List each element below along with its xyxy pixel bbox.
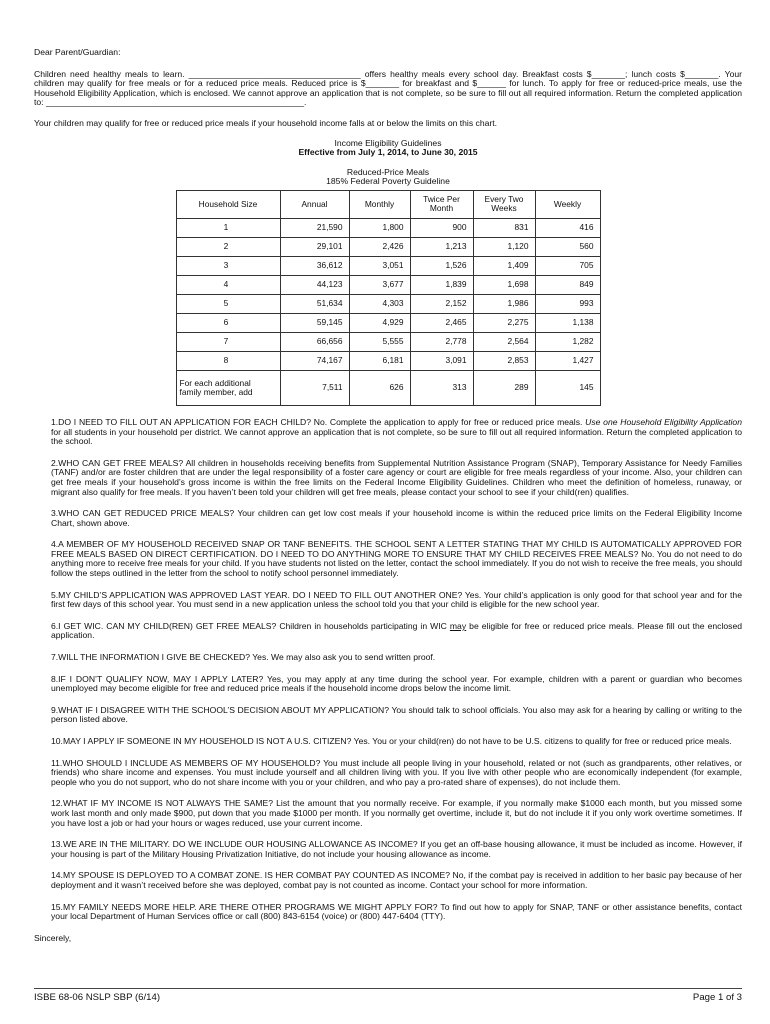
cell-weekly: 705 — [535, 256, 600, 275]
faq-number: 13. — [51, 839, 63, 850]
faq-question: WE ARE IN THE MILITARY. DO WE INCLUDE OUR HOUSING ALLOWANCE AS INCOME? — [62, 839, 418, 850]
faq-number: 10. — [51, 736, 63, 746]
cell-monthly: 3,677 — [349, 275, 410, 294]
faq-number: 7. — [51, 652, 59, 663]
cell-household-size: 2 — [176, 237, 280, 256]
cell-weekly: 145 — [535, 370, 600, 405]
faq-question: MY FAMILY NEEDS MORE HELP. ARE THERE OTHER PROGRAMS WE MIGHT APPLY FOR? — [62, 901, 438, 912]
table-row — [176, 275, 600, 294]
faq-answer: Yes. Your child’s application is only good for that school year and for the first few days of this school year. You must send in a new application unless the school told you that your child is eligible for the new school year. — [51, 589, 742, 610]
cell-monthly: 626 — [349, 370, 410, 405]
cell-monthly: 5,555 — [349, 332, 410, 351]
cell-annual: 66,656 — [280, 332, 349, 351]
faq-number: 11. — [51, 757, 63, 768]
income-lead-text: Your children may qualify for free or reduced price meals if your household income falls at or below the limits on this chart. — [34, 117, 498, 128]
faq-answer-continued: be eligible for free or reduced price meals. Please fill out the enclosed application. — [51, 620, 743, 641]
cell-twice-per-month: 3,091 — [410, 351, 473, 370]
chart-title-block — [34, 139, 742, 158]
cell-every-two-weeks: 831 — [473, 218, 535, 237]
cell-household-size: 4 — [176, 275, 280, 294]
col-header-every-two-weeks: Every Two Weeks — [473, 190, 535, 218]
table-row — [176, 237, 600, 256]
faq-answer: You should talk to school officials. You also may ask for a hearing by calling or writing to the person listed above. — [51, 704, 743, 725]
table-row — [176, 351, 600, 370]
faq-item — [34, 799, 742, 828]
cell-weekly: 1,282 — [535, 332, 600, 351]
table-row — [176, 313, 600, 332]
faq-question: A MEMBER OF MY HOUSEHOLD RECEIVED SNAP OR TANF BENEFITS. THE SCHOOL SENT A LETTER STATING THAT MY CHILD IS AUTOMATICALLY APPROVED FOR FREE MEALS BASED ON DIRECT CERTIFICATION. DO I NEED TO DO ANYTHING MORE TO ENSURE THAT MY CHILD RECEIVES FREE MEALS? — [51, 539, 742, 559]
closing: Sincerely, — [34, 932, 72, 943]
cell-monthly: 2,426 — [349, 237, 410, 256]
faq-answer: If you get an off-base housing allowance, it must be included as income. However, if your housing is part of the Military Housing Privatization Initiative, do not include your housing allowance as income. — [51, 839, 742, 859]
table-row — [176, 256, 600, 275]
faq-answer-underlined: may — [449, 620, 467, 631]
page-footer — [34, 988, 742, 1003]
faq-answer: No. You do not need to do anything more to receive free meals for your child. If you have students not listed on the letter, contact the school immediately. If you do not wish to receive the free meals, you should follow the steps outlined in the letter from the school to notify school personnel immediately. — [51, 548, 742, 579]
faq-item — [34, 759, 742, 788]
faq-number: 5. — [51, 589, 59, 600]
form-id: ISBE 68-06 NSLP SBP (6/14) — [34, 992, 161, 1003]
intro-paragraph: Children need healthy meals to learn. ____________________________________ offers healthy meals every school day. Breakfast costs $_______; lunch costs $_______. Your children may qualify for free meals or for a reduced price meals. Reduced price is $_______ for breakfast and $______ for lunch. To apply for free or reduced-price meals, use the Household Eligibility Application, which is enclosed. We cannot approve an application that is not complete, so be sure to fill out all required information. Return the completed application to: ______________________________________________________. — [34, 68, 742, 108]
faq-answer-italic: Use one Household Eligibility Application — [585, 416, 742, 427]
faq-item — [34, 418, 742, 447]
cell-annual: 74,167 — [280, 351, 349, 370]
cell-household-size: 6 — [176, 313, 280, 332]
cell-every-two-weeks: 1,409 — [473, 256, 535, 275]
table-header-row — [176, 190, 600, 218]
faq-answer-continued: for all students in your household per district. We cannot approve an application that is not complete, so be sure to fill out all required information. Return the completed application to the school. — [51, 426, 742, 447]
greeting: Dear Parent/Guardian: — [34, 47, 121, 57]
table-row — [176, 370, 600, 405]
cell-annual: 21,590 — [280, 218, 349, 237]
cell-twice-per-month: 2,465 — [410, 313, 473, 332]
faq-number: 14. — [51, 870, 63, 881]
faq-question: IF I DON’T QUALIFY NOW, MAY I APPLY LATER? — [58, 673, 264, 684]
faq-item — [34, 737, 742, 747]
faq-item — [34, 591, 742, 610]
cell-every-two-weeks: 2,564 — [473, 332, 535, 351]
page-number: Page 1 of 3 — [692, 992, 742, 1003]
cell-annual: 29,101 — [280, 237, 349, 256]
chart-guideline: 185% Federal Poverty Guideline — [326, 176, 450, 187]
faq-item — [34, 622, 742, 641]
cell-household-size: 7 — [176, 332, 280, 351]
faq-item — [34, 540, 742, 578]
table-row — [176, 332, 600, 351]
faq-answer: Yes. You or your child(ren) do not have to be U.S. citizens to qualify for free or reduced price meals. — [353, 736, 732, 746]
cell-twice-per-month: 313 — [410, 370, 473, 405]
cell-twice-per-month: 1,213 — [410, 237, 473, 256]
col-header-weekly: Weekly — [535, 190, 600, 218]
table-body — [176, 218, 600, 405]
faq-question: WHO SHOULD I INCLUDE AS MEMBERS OF MY HOUSEHOLD? — [62, 757, 321, 768]
cell-twice-per-month: 900 — [410, 218, 473, 237]
faq-item — [34, 871, 742, 890]
faq-answer: Yes. We may also ask you to send written proof. — [252, 652, 436, 663]
faq-answer: You must include all people living in your household, related or not (such as grandparents, other relatives, or friends) who share income and expenses. You must include yourself and all children living with you. If you live with other people who are economically independent (for example, people who you do not support, who do not share income with you or your children, and who pay a pro-rated share of expenses), do not include them. — [51, 757, 742, 787]
faq-number: 6. — [51, 620, 59, 631]
cell-weekly: 849 — [535, 275, 600, 294]
faq-answer: Your children can get low cost meals if your household income is within the reduced price limits on the Federal Eligibility Income Chart, shown above. — [51, 508, 742, 528]
cell-every-two-weeks: 2,853 — [473, 351, 535, 370]
faq-number: 1. — [51, 416, 59, 427]
faq-number: 8. — [51, 673, 59, 684]
faq-item — [34, 509, 742, 528]
cell-annual: 36,612 — [280, 256, 349, 275]
cell-annual: 51,634 — [280, 294, 349, 313]
cell-twice-per-month: 1,839 — [410, 275, 473, 294]
chart-subtitle-block — [34, 168, 742, 187]
faq-answer: Children in households participating in WIC — [279, 620, 447, 631]
cell-every-two-weeks: 1,698 — [473, 275, 535, 294]
faq-question: MY SPOUSE IS DEPLOYED TO A COMBAT ZONE. IS HER COMBAT PAY COUNTED AS INCOME? — [62, 870, 451, 881]
col-header-annual: Annual — [280, 190, 349, 218]
faq-number: 2. — [51, 457, 59, 468]
table-row — [176, 218, 600, 237]
faq-item — [34, 675, 742, 694]
faq-answer: No. Complete the application to apply for free or reduced price meals. — [313, 416, 583, 427]
chart-effective-dates: Effective from July 1, 2014, to June 30, 2015 — [298, 147, 478, 158]
cell-every-two-weeks: 1,120 — [473, 237, 535, 256]
faq-item — [34, 459, 742, 497]
cell-household-size: 5 — [176, 294, 280, 313]
faq-number: 12. — [51, 798, 63, 809]
faq-question: I GET WIC. CAN MY CHILD(REN) GET FREE MEALS? — [58, 620, 277, 631]
col-header-monthly: Monthly — [349, 190, 410, 218]
faq-question: WHAT IF I DISAGREE WITH THE SCHOOL’S DECISION ABOUT MY APPLICATION? — [58, 704, 390, 715]
faq-number: 15. — [51, 901, 63, 912]
col-header-household-size: Household Size — [176, 190, 280, 218]
chart-title: Income Eligibility Guidelines — [334, 137, 442, 148]
faq-number: 3. — [51, 508, 59, 519]
chart-subtitle: Reduced-Price Meals — [346, 166, 430, 177]
cell-every-two-weeks: 1,986 — [473, 294, 535, 313]
faq-number: 4. — [51, 539, 59, 550]
faq-list — [34, 418, 742, 922]
cell-every-two-weeks: 289 — [473, 370, 535, 405]
faq-answer: Yes, you may apply at any time during the school year. For example, children with a parent or guardian who becomes unemployed may become eligible for free and reduced price meals if the household income drops below the income limit. — [51, 673, 742, 694]
faq-item — [34, 706, 742, 725]
table-row — [176, 294, 600, 313]
cell-household-size: 8 — [176, 351, 280, 370]
cell-weekly: 993 — [535, 294, 600, 313]
cell-household-size: 3 — [176, 256, 280, 275]
faq-number: 9. — [51, 704, 59, 715]
cell-monthly: 4,929 — [349, 313, 410, 332]
faq-question: MAY I APPLY IF SOMEONE IN MY HOUSEHOLD IS NOT A U.S. CITIZEN? — [62, 736, 352, 746]
faq-answer: All children in households receiving benefits from Supplemental Nutrition Assistance Program (SNAP), Temporary Assistance for Needy Families (TANF) and/or are foster children that are under the legal responsibility of a foster care agency or court are eligible for free meals regardless of your income. Also, your children can get free meals if your household’s gross income is within the free limits on the Federal Income Eligibility Guidelines. Children who meet the definition of homeless, runaway, or migrant also qualify for free meals. If you haven’t been told your children will get free meals, please contact your school to see if your child(ren) qualifies. — [51, 457, 742, 497]
cell-monthly: 3,051 — [349, 256, 410, 275]
cell-twice-per-month: 1,526 — [410, 256, 473, 275]
faq-item — [34, 840, 742, 859]
faq-question: MY CHILD’S APPLICATION WAS APPROVED LAST YEAR. DO I NEED TO FILL OUT ANOTHER ONE? — [58, 589, 463, 600]
faq-item — [34, 653, 742, 663]
cell-annual: 59,145 — [280, 313, 349, 332]
cell-twice-per-month: 2,778 — [410, 332, 473, 351]
cell-monthly: 6,181 — [349, 351, 410, 370]
cell-annual: 7,511 — [280, 370, 349, 405]
faq-answer: No, if the combat pay is received in addition to her basic pay because of her deployment and it wasn’t received before she was deployed, combat pay is not counted as income. Contact your school for more information. — [51, 870, 742, 890]
cell-twice-per-month: 2,152 — [410, 294, 473, 313]
col-header-twice-per-month: Twice Per Month — [410, 190, 473, 218]
income-eligibility-table — [176, 190, 601, 406]
cell-weekly: 416 — [535, 218, 600, 237]
faq-item — [34, 903, 742, 922]
cell-monthly: 1,800 — [349, 218, 410, 237]
faq-answer: List the amount that you normally receive. For example, if you normally make $1000 each month, but you missed some work last month and only made $900, put down that you made $1000 per month. If you normally get overtime, include it, but do not include it if you only work overtime sometimes. If you have lost a job or had your hours or wages reduced, use your current income. — [51, 798, 743, 828]
cell-weekly: 560 — [535, 237, 600, 256]
faq-question: WILL THE INFORMATION I GIVE BE CHECKED? — [58, 652, 250, 663]
cell-annual: 44,123 — [280, 275, 349, 294]
cell-monthly: 4,303 — [349, 294, 410, 313]
cell-every-two-weeks: 2,275 — [473, 313, 535, 332]
faq-answer: To find out how to apply for SNAP, TANF or other assistance benefits, contact your local Department of Human Services office or call (800) 843-6154 (voice) or (800) 447-6404 (TTY). — [51, 901, 742, 922]
faq-question: WHO CAN GET REDUCED PRICE MEALS? — [58, 508, 235, 519]
cell-weekly: 1,427 — [535, 351, 600, 370]
faq-question: WHO CAN GET FREE MEALS? — [58, 457, 184, 468]
faq-question: DO I NEED TO FILL OUT AN APPLICATION FOR EACH CHILD? — [58, 416, 312, 427]
cell-household-size: 1 — [176, 218, 280, 237]
cell-weekly: 1,138 — [535, 313, 600, 332]
letter-page — [34, 48, 742, 952]
faq-question: WHAT IF MY INCOME IS NOT ALWAYS THE SAME? — [62, 798, 274, 809]
cell-household-size: For each additional family member, add — [176, 370, 280, 405]
